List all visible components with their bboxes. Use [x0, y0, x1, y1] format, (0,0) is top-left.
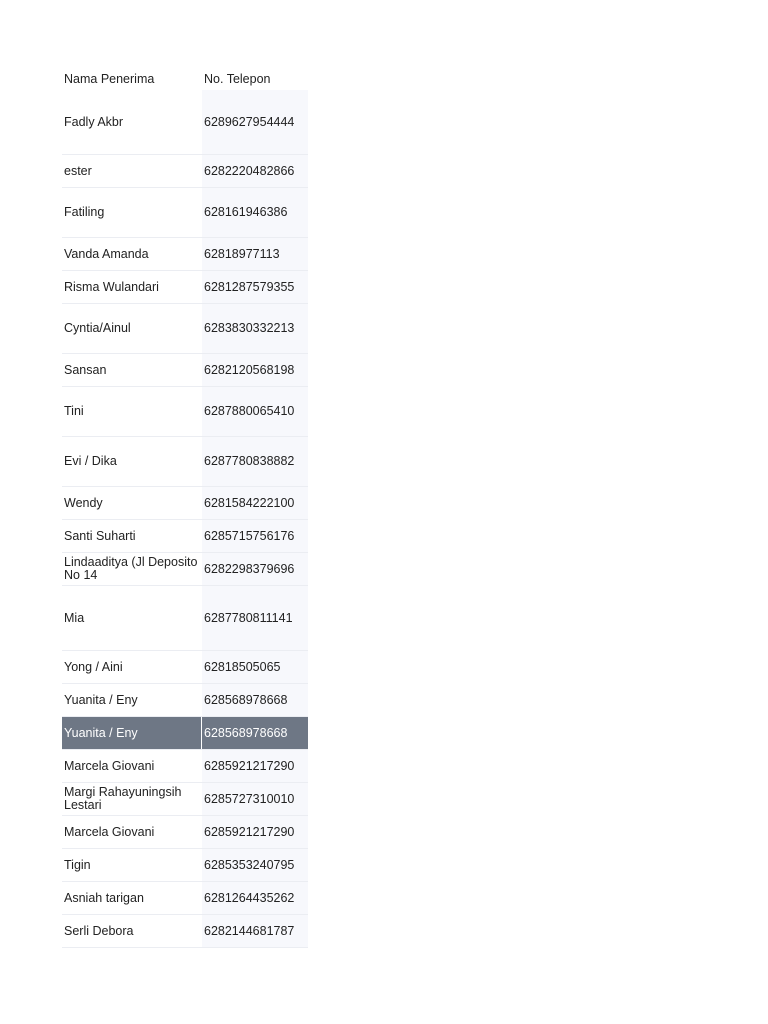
header-phone: No. Telepon — [202, 68, 308, 90]
table-row-selected[interactable] — [62, 717, 308, 750]
recipient-name: Serli Debora — [62, 915, 202, 947]
recipient-phone: 6282220482866 — [202, 155, 308, 187]
recipient-phone: 6289627954444 — [202, 90, 308, 154]
recipient-name: Yong / Aini — [62, 651, 202, 683]
table-row[interactable] — [62, 238, 308, 271]
recipient-phone: 628568978668 — [202, 684, 308, 716]
table-row[interactable] — [62, 816, 308, 849]
table-row[interactable] — [62, 387, 308, 437]
recipient-name: Marcela Giovani — [62, 816, 202, 848]
recipient-phone: 628568978668 — [202, 717, 308, 749]
recipient-name: Yuanita / Eny — [62, 684, 202, 716]
recipient-name: Evi / Dika — [62, 437, 202, 486]
table-row[interactable] — [62, 651, 308, 684]
recipient-name: Mia — [62, 586, 202, 650]
recipient-name: Fatiling — [62, 188, 202, 237]
table-row[interactable] — [62, 553, 308, 586]
recipient-phone: 6281287579355 — [202, 271, 308, 303]
recipient-phone: 6285921217290 — [202, 816, 308, 848]
recipient-phone: 628161946386 — [202, 188, 308, 237]
recipient-phone: 6285715756176 — [202, 520, 308, 552]
table-row[interactable] — [62, 90, 308, 155]
table-row[interactable] — [62, 586, 308, 651]
table-header-row — [62, 68, 308, 90]
recipient-name: Margi Rahayuningsih Lestari — [62, 783, 202, 815]
recipient-name: Sansan — [62, 354, 202, 386]
recipient-phone: 6282120568198 — [202, 354, 308, 386]
recipient-name: Santi Suharti — [62, 520, 202, 552]
recipient-name: Fadly Akbr — [62, 90, 202, 154]
header-name: Nama Penerima — [62, 68, 202, 90]
recipient-phone: 6285921217290 — [202, 750, 308, 782]
recipient-phone: 6287880065410 — [202, 387, 308, 436]
recipient-phone: 6281584222100 — [202, 487, 308, 519]
recipient-phone: 6287780838882 — [202, 437, 308, 486]
table-row[interactable] — [62, 487, 308, 520]
table-row[interactable] — [62, 188, 308, 238]
recipient-phone: 6283830332213 — [202, 304, 308, 353]
table-row[interactable] — [62, 437, 308, 487]
recipient-phone: 6285353240795 — [202, 849, 308, 881]
table-row[interactable] — [62, 750, 308, 783]
recipient-name: Vanda Amanda — [62, 238, 202, 270]
recipient-name: Lindaaditya (Jl Deposito No 14 — [62, 553, 202, 585]
recipient-name: Yuanita / Eny — [62, 717, 202, 749]
recipient-phone: 6282144681787 — [202, 915, 308, 947]
table-row[interactable] — [62, 684, 308, 717]
recipient-name: Tini — [62, 387, 202, 436]
table-row[interactable] — [62, 783, 308, 816]
recipient-name: Marcela Giovani — [62, 750, 202, 782]
recipient-phone: 6285727310010 — [202, 783, 308, 815]
recipient-name: Asniah tarigan — [62, 882, 202, 914]
table-row[interactable] — [62, 271, 308, 304]
table-row[interactable] — [62, 354, 308, 387]
table-row[interactable] — [62, 849, 308, 882]
recipient-phone: 6282298379696 — [202, 553, 308, 585]
recipient-name: Risma Wulandari — [62, 271, 202, 303]
recipient-name: ester — [62, 155, 202, 187]
table-row[interactable] — [62, 155, 308, 188]
table-row[interactable] — [62, 520, 308, 553]
recipient-name: Cyntia/Ainul — [62, 304, 202, 353]
table-row[interactable] — [62, 304, 308, 354]
table-row[interactable] — [62, 915, 308, 948]
recipient-phone: 6287780811141 — [202, 586, 308, 650]
recipient-phone: 6281264435262 — [202, 882, 308, 914]
recipient-name: Wendy — [62, 487, 202, 519]
table-row[interactable] — [62, 882, 308, 915]
recipient-name: Tigin — [62, 849, 202, 881]
recipient-table — [62, 68, 308, 948]
recipient-phone: 62818505065 — [202, 651, 308, 683]
recipient-phone: 62818977113 — [202, 238, 308, 270]
